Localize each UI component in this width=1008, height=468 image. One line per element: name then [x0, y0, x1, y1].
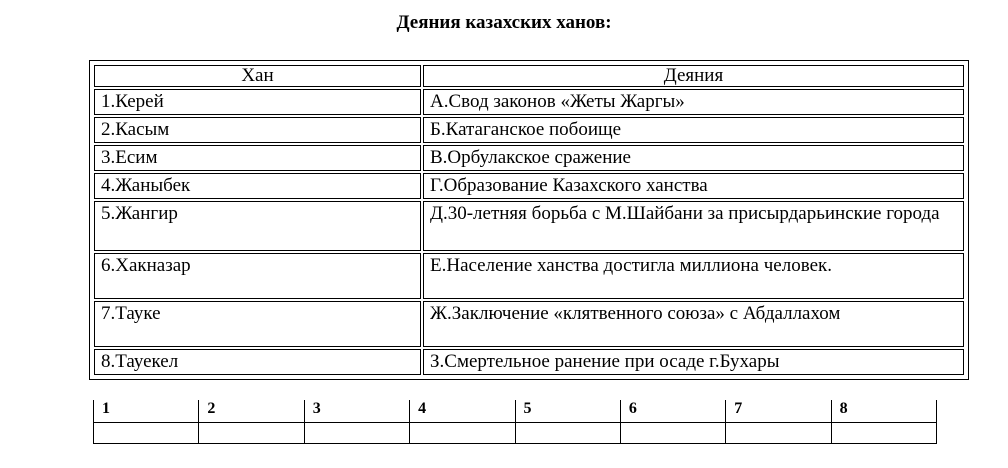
deed-cell: Д.30-летняя борьба с М.Шайбани за присырдарьинские города [423, 201, 964, 251]
answer-number: 7 [726, 400, 831, 423]
table-row [94, 253, 964, 299]
deed-cell: В.Орбулакское сражение [423, 145, 964, 171]
answer-blank-cell[interactable] [515, 423, 620, 444]
answer-blank-cell[interactable] [304, 423, 409, 444]
deed-cell: А.Свод законов «Жеты Жаргы» [423, 89, 964, 115]
table-row [94, 301, 964, 347]
answer-numbers-row [94, 400, 937, 423]
answer-blank-cell[interactable] [94, 423, 199, 444]
deed-cell: Б.Катаганское побоище [423, 117, 964, 143]
page-title: Деяния казахских ханов: [396, 12, 612, 33]
table-row [94, 89, 964, 115]
answer-blank-cell[interactable] [199, 423, 304, 444]
answer-blank-cell[interactable] [620, 423, 725, 444]
answer-number: 5 [515, 400, 620, 423]
header-khan: Хан [94, 65, 421, 87]
khan-cell: 8.Тауекел [94, 349, 421, 375]
khan-cell: 2.Касым [94, 117, 421, 143]
deed-cell: Е.Население ханства достигла миллиона человек. [423, 253, 964, 299]
answer-number: 8 [831, 400, 936, 423]
khans-table [92, 63, 966, 377]
answer-blank-cell[interactable] [410, 423, 515, 444]
table-header-row [94, 65, 964, 87]
answer-number: 1 [94, 400, 199, 423]
deed-cell: З.Смертельное ранение при осаде г.Бухары [423, 349, 964, 375]
table-row [94, 117, 964, 143]
answer-number: 3 [304, 400, 409, 423]
table-row [94, 349, 964, 375]
answer-number: 2 [199, 400, 304, 423]
khan-cell: 3.Есим [94, 145, 421, 171]
header-deeds: Деяния [423, 65, 964, 87]
answer-blank-cell[interactable] [831, 423, 936, 444]
deed-cell: Г.Образование Казахского ханства [423, 173, 964, 199]
answer-blank-cell[interactable] [726, 423, 831, 444]
khan-cell: 4.Жаныбек [94, 173, 421, 199]
khan-cell: 1.Керей [94, 89, 421, 115]
deed-cell: Ж.Заключение «клятвенного союза» с Абдаллахом [423, 301, 964, 347]
answer-blank-row [94, 423, 937, 444]
table-row [94, 145, 964, 171]
answer-number: 4 [410, 400, 515, 423]
table-row [94, 201, 964, 251]
answer-number: 6 [620, 400, 725, 423]
khan-cell: 6.Хакназар [94, 253, 421, 299]
answer-grid [93, 400, 937, 444]
table-row [94, 173, 964, 199]
khan-cell: 5.Жангир [94, 201, 421, 251]
khan-cell: 7.Тауке [94, 301, 421, 347]
khans-table-frame [89, 60, 969, 380]
